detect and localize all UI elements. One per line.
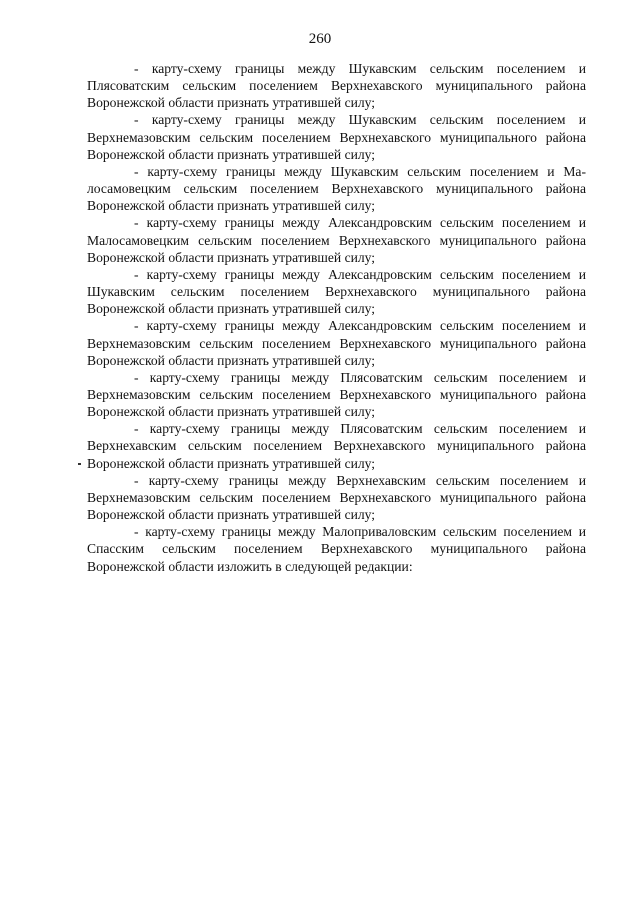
paragraph-1: - карту-схему границы между Шукавским сельским поселением и Плясоватским сельским поселением Верхнехавского муниципального района Воронежской области признать утратившей силу; bbox=[87, 61, 586, 111]
paragraph-5: - карту-схему границы между Александровским сельским поселением и Шукавским сельским поселением Верхнехавского муниципального района Воронежской области признать утратившей силу; bbox=[87, 266, 586, 317]
paragraph-7: - карту-схему границы между Плясоватским сельским поселением и Верхнемазовским сельским поселением Верхнехавского муниципального района Воронежской области признать утратившей силу; bbox=[87, 369, 586, 420]
paragraph-10: - карту-схему границы между Малоприваловским сельским поселением и Спасским сельским поселением Верхнехавского муниципального района Воронежской области изложить в следующей редакции: bbox=[87, 524, 586, 574]
scan-mark bbox=[78, 463, 81, 465]
paragraph-8: - карту-схему границы между Плясоватским сельским поселением и Верхнехавским сельским поселением Верхнехавского муниципального района Воронежской области признать утратившей силу; bbox=[87, 421, 586, 471]
paragraph-6: - карту-схему границы между Александровским сельским поселением и Верхнемазовским сельским поселением Верхнехавского муниципального района Воронежской области признать утратившей силу; bbox=[87, 318, 586, 368]
paragraph-2: - карту-схему границы между Шукавским сельским поселением и Верхнемазовским сельским поселением Верхнехавского муниципального района Воронежской области признать утратившей силу; bbox=[87, 112, 586, 162]
paragraph-3: - карту-схему границы между Шукавским сельским поселением и Малосамовецким сельским поселением Верхнехавского муниципального района Воронежской области признать утратившей силу; bbox=[87, 163, 586, 214]
page-number: 260 bbox=[308, 31, 332, 47]
paragraph-9: - карту-схему границы между Верхнехавским сельским поселением и Верхнемазовским сельским поселением Верхнехавского муниципального района Воронежской области признать утратившей силу; bbox=[87, 472, 586, 523]
paragraph-4: - карту-схему границы между Александровским сельским поселением и Малосамовецким сельским поселением Верхнехавского муниципального района Воронежской области признать утратившей силу; bbox=[87, 215, 586, 265]
document-body bbox=[87, 60, 586, 575]
